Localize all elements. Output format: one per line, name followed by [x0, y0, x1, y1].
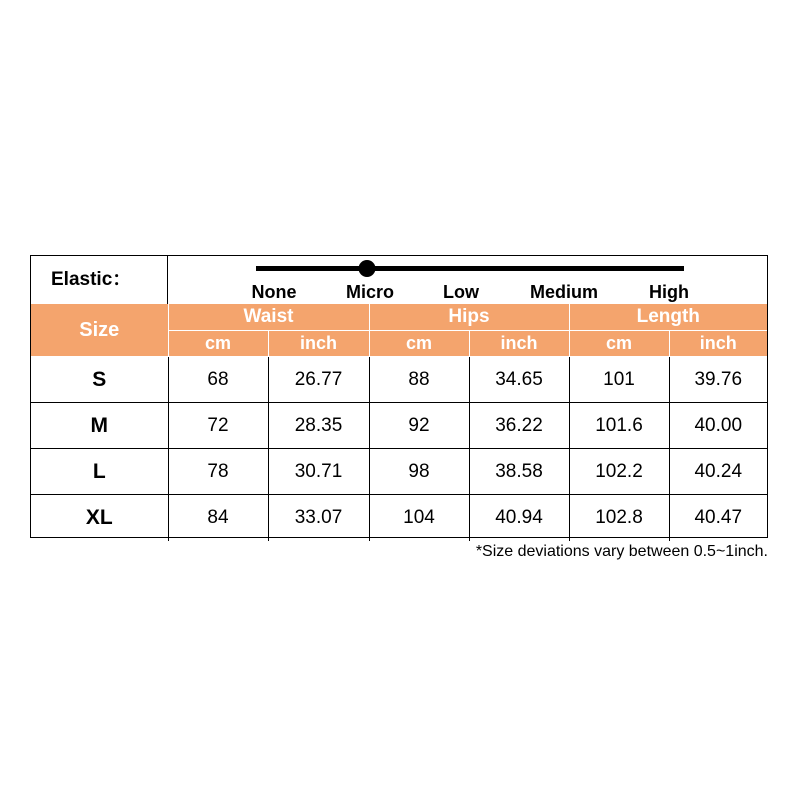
table-cell: 40.94 — [469, 495, 569, 541]
elastic-level-medium: Medium — [529, 282, 599, 302]
elastic-level-low: Low — [443, 282, 479, 302]
table-cell: 84 — [168, 495, 268, 541]
elastic-level-high: High — [649, 282, 689, 302]
table-cell: 36.22 — [469, 403, 569, 449]
table-cell: 68 — [168, 357, 268, 403]
size-cell: M — [31, 403, 168, 449]
hips-header: Hips — [369, 304, 569, 331]
table-cell: 102.2 — [569, 449, 669, 495]
table-cell: 104 — [369, 495, 469, 541]
elastic-row — [31, 256, 767, 305]
elastic-level-micro: Micro — [345, 282, 395, 302]
table-cell: 39.76 — [669, 357, 767, 403]
table-cell: 26.77 — [268, 357, 369, 403]
waist-header: Waist — [168, 304, 369, 331]
elastic-level-none: None — [251, 282, 297, 302]
length-inch-header: inch — [669, 331, 767, 357]
waist-cm-header: cm — [168, 331, 268, 357]
table-row — [31, 495, 767, 541]
elastic-scale-bar — [256, 266, 684, 271]
size-cell: XL — [31, 495, 168, 541]
size-cell: L — [31, 449, 168, 495]
size-cell: S — [31, 357, 168, 403]
waist-inch-header: inch — [268, 331, 369, 357]
table-cell: 78 — [168, 449, 268, 495]
table-cell: 28.35 — [268, 403, 369, 449]
table-cell: 30.71 — [268, 449, 369, 495]
table-cell: 40.47 — [669, 495, 767, 541]
elastic-scale-labels — [246, 281, 706, 303]
table-row — [31, 357, 767, 403]
table-cell: 101 — [569, 357, 669, 403]
table-cell: 102.8 — [569, 495, 669, 541]
length-cm-header: cm — [569, 331, 669, 357]
table-cell: 38.58 — [469, 449, 569, 495]
size-chart — [30, 255, 768, 538]
table-cell: 72 — [168, 403, 268, 449]
table-row — [31, 403, 767, 449]
elastic-indicator-dot — [359, 260, 376, 277]
table-cell: 33.07 — [268, 495, 369, 541]
table-cell: 40.00 — [669, 403, 767, 449]
size-deviation-note: *Size deviations vary between 0.5~1inch. — [475, 543, 768, 560]
size-column-header: Size — [31, 304, 168, 357]
hips-cm-header: cm — [369, 331, 469, 357]
hips-inch-header: inch — [469, 331, 569, 357]
table-cell: 92 — [369, 403, 469, 449]
table-cell: 34.65 — [469, 357, 569, 403]
table-row — [31, 449, 767, 495]
table-cell: 88 — [369, 357, 469, 403]
size-table — [31, 304, 767, 541]
table-cell: 101.6 — [569, 403, 669, 449]
table-cell: 98 — [369, 449, 469, 495]
table-cell: 40.24 — [669, 449, 767, 495]
elastic-label: Elastic： — [31, 256, 168, 304]
length-header: Length — [569, 304, 767, 331]
